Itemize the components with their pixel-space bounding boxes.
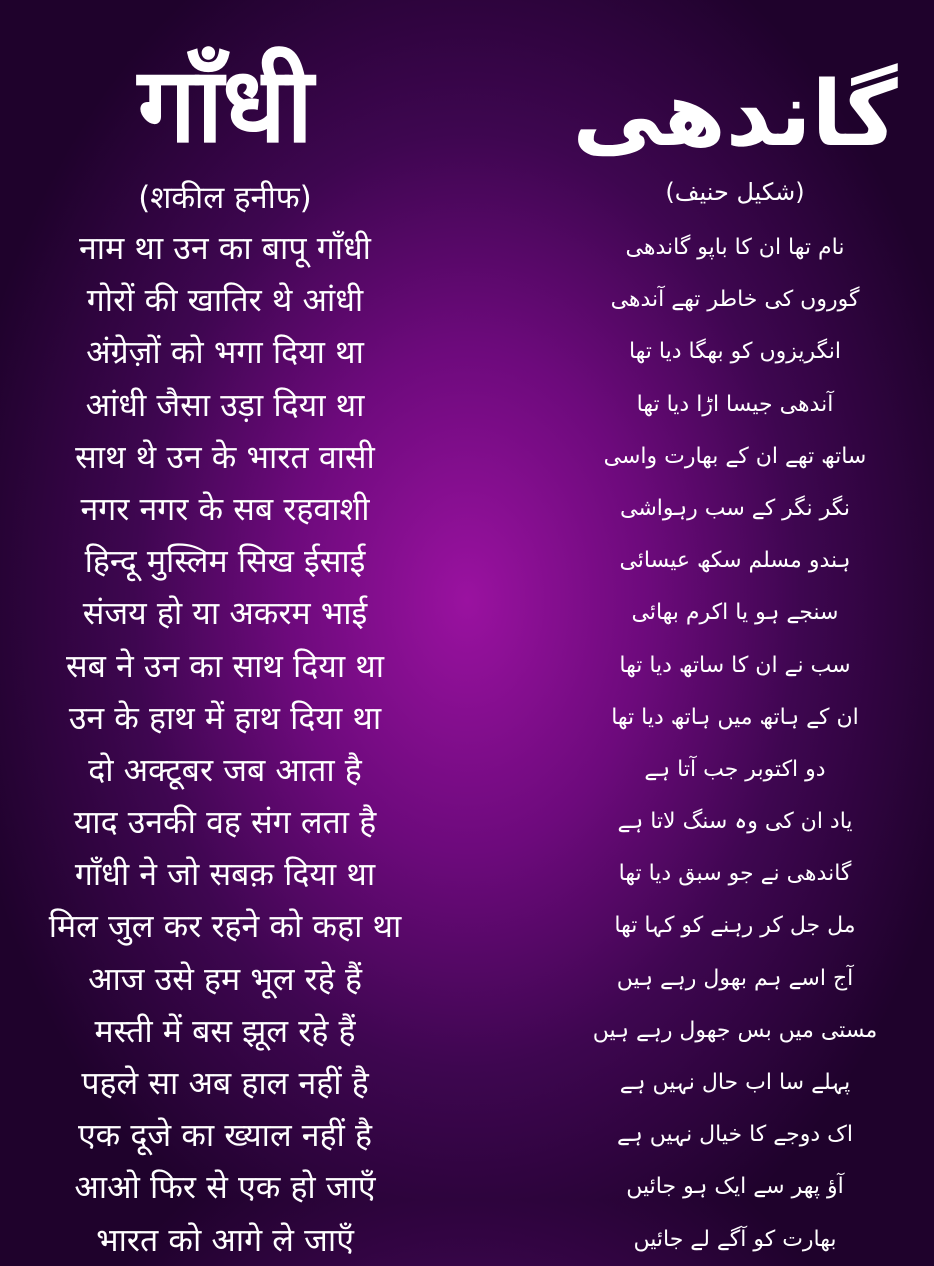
urdu-line-16: مستی میں بس جھول رہے ہیں [592,1017,878,1043]
hindi-author: (शकील हनीफ) [138,180,312,216]
urdu-line-10: ان کے ہاتھ میں ہاتھ دیا تھا [611,704,859,730]
urdu-line-19: آؤ پھر سے ایک ہو جائیں [626,1174,844,1200]
hindi-poem [0,222,450,1266]
urdu-line-2: گوروں کی خاطر تھے آندھی [610,287,860,313]
urdu-line-20: بھارت کو آگے لے جائیں [633,1226,837,1252]
hindi-line-4: आंधी जैसा उड़ा दिया था [85,385,365,424]
urdu-line-13: گاندھی نے جو سبق دیا تھا [618,861,852,887]
urdu-author: (شکیل حنیف) [665,178,805,206]
urdu-line-18: اک دوجے کا خیال نہیں ہے [617,1122,853,1148]
hindi-line-5: साथ थे उन के भारत वासी [75,437,375,476]
urdu-line-3: انگریزوں کو بھگا دیا تھا [628,339,842,365]
urdu-line-11: دو اکتوبر جب آتا ہے [644,756,826,782]
hindi-title: गाँधी [137,44,313,166]
hindi-line-12: याद उनकी वह संग लता है [73,803,377,842]
hindi-line-20: भारत को आगे ले जाएँ [96,1220,354,1259]
hindi-line-3: अंग्रेज़ों को भगा दिया था [86,333,364,372]
urdu-line-5: ساتھ تھے ان کے بھارت واسی [603,443,867,469]
urdu-line-8: سنجے ہو یا اکرم بھائی [631,600,839,626]
hindi-line-7: हिन्दू मुस्लिम सिख ईसाई [84,542,366,581]
urdu-line-12: یاد ان کی وہ سنگ لاتا ہے [617,809,853,835]
hindi-line-14: मिल जुल कर रहने को कहा था [48,907,402,946]
hindi-line-2: गोरों की खातिर थे आंधी [86,281,364,320]
urdu-line-17: پہلے سا اب حال نہیں ہے [619,1070,851,1095]
hindi-line-11: दो अक्टूबर जब आता है [88,750,362,789]
hindi-line-8: संजय हो या अकरम भाई [82,594,368,633]
urdu-poem [560,222,910,1266]
hindi-line-1: नाम था उन का बापू गाँधी [79,229,371,267]
hindi-line-15: आज उसे हम भूल रहे हैं [88,959,362,998]
hindi-line-18: एक दूजे का ख्याल नहीं है [77,1116,373,1155]
hindi-line-19: आओ फिर से एक हो जाएँ [74,1168,376,1207]
urdu-line-9: سب نے ان کا ساتھ دیا تھا [619,652,851,678]
hindi-line-13: गाँधी ने जो सबक़ दिया था [74,855,376,894]
urdu-line-14: مل جل کر رہنے کو کہا تھا [614,913,856,939]
urdu-line-4: آندھی جیسا اڑا دیا تھا [636,391,834,417]
hindi-line-16: मस्ती में बस झूल रहे हैं [94,1011,356,1050]
urdu-line-15: آج اسے ہم بھول رہے ہیں [616,965,854,991]
hindi-line-6: नगर नगर के सब रहवाशी [80,489,370,528]
urdu-line-1: نام تھا ان کا باپو گاندھی [625,235,845,260]
urdu-title: گاندھی [572,62,898,167]
urdu-line-7: ہندو مسلم سکھ عیسائی [619,548,851,574]
hindi-line-17: पहले सा अब हाल नहीं है [81,1064,369,1102]
urdu-line-6: نگر نگر کے سب رہواشی [620,495,850,521]
hindi-line-9: सब ने उन का साथ दिया था [65,646,385,685]
hindi-line-10: उन के हाथ में हाथ दिया था [68,698,382,737]
